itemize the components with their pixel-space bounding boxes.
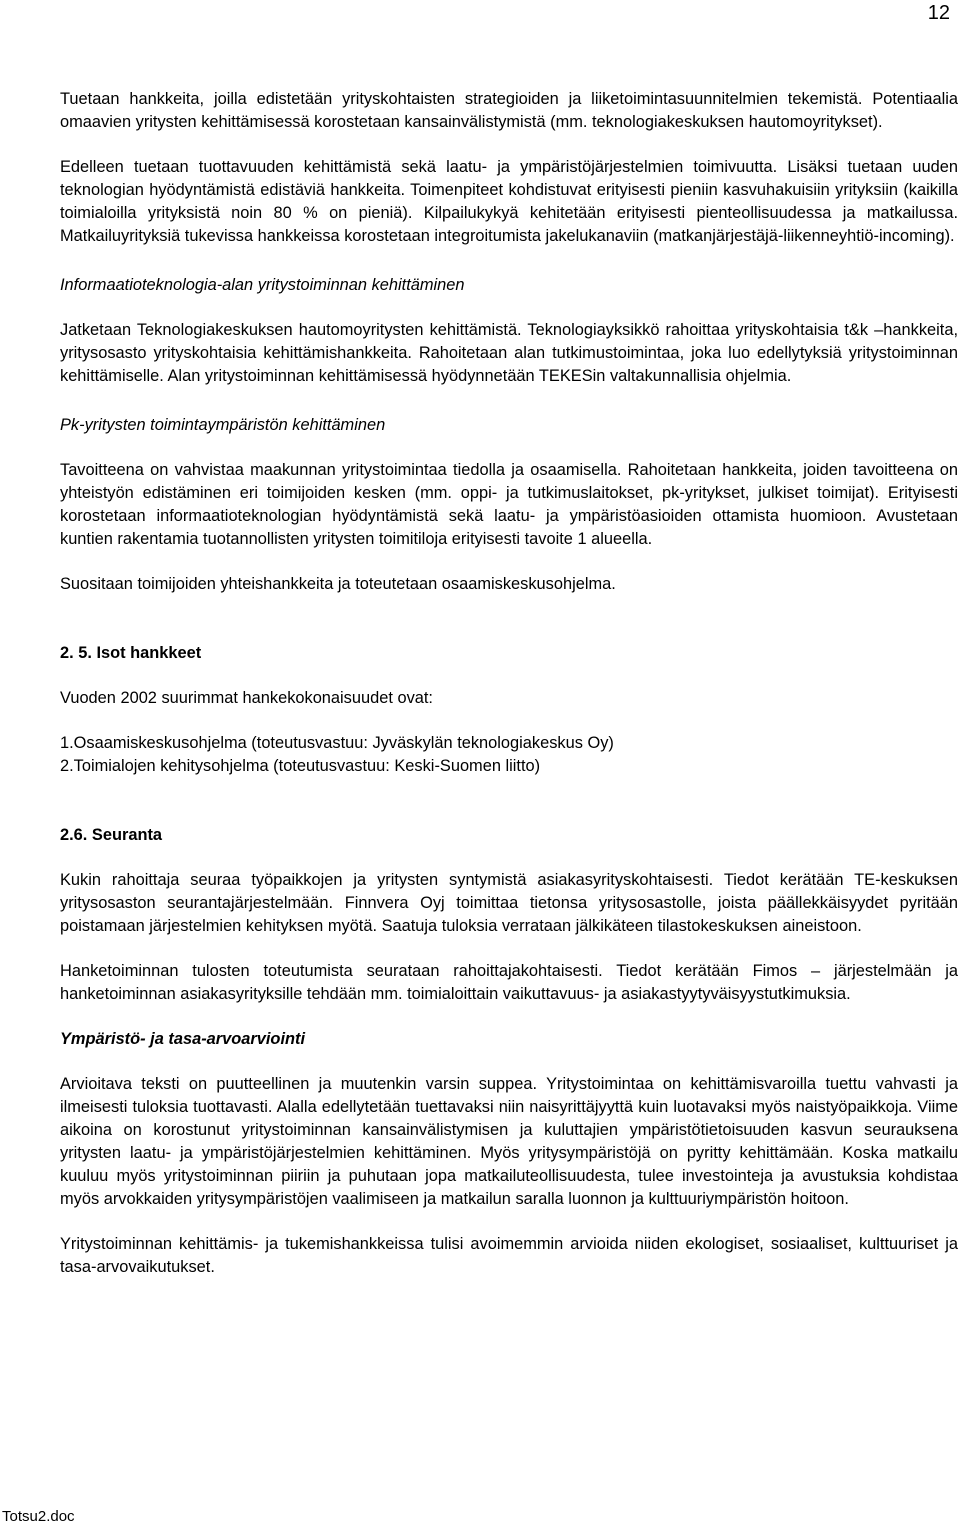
paragraph-monitoring-employers: Kukin rahoittaja seuraa työpaikkojen ja yritysten syntymistä asiakasyrityskohtaisesti. Tiedot kerätään TE-keskuksen yritysosaston seurantajärjestelmään. Finnvera Oyj toimittaa tietonsa yritysosastolle, joista päällekkäisyydet pyritään poistamaan järjestelmien kehityksen myötä. Saatuja tuloksia verrataan jälkikäteen tilastokeskuksen aineistoon. (60, 871, 958, 935)
document-body (60, 88, 958, 1279)
heading-it-development: Informaatioteknologia-alan yritystoiminnan kehittäminen (60, 276, 465, 294)
paragraph-evaluation-impacts: Yritystoiminnan kehittämis- ja tukemishankkeissa tulisi avoimemmin arvioida niiden ekologiset, sosiaaliset, kulttuuriset ja tasa-arvovaikutukset. (60, 1235, 958, 1276)
paragraph-assessment: Arvioitava teksti on puutteellinen ja muutenkin varsin suppea. Yritystoimintaa on kehittämisvaroilla tuettu vahvasti ja ilmeisesti tuloksia tuottavasti. Alalla edellytetään tuettavaksi niin naisyrittäjyyttä kuin luotavaksi myös naistyöpaikkoja. Viime aikoina on korostunut yritystoiminnan kansainvälistymisen ja kuluttajien ympäristötietoisuuden kasvun seurauksena yritysten laatu- ja ympäristöjärjestelmien kehittäminen. Myös yritysympäristöjä on pyritty kehittämään. Koska matkailu kuuluu myös yritystoiminnan piiriin ja puhutaan jopa matkailuteollisuudesta, tulee investointeja ja avustuksia kohdistaa myös arvokkaiden yritysympäristöjen vaalimiseen ja matkailun saralla luonnon ja kulttuuriympäristön hoitoon. (60, 1075, 958, 1208)
list-item: 1.Osaamiskeskusohjelma (toteutusvastuu: Jyväskylän teknologiakeskus Oy) (60, 734, 614, 752)
heading-monitoring: 2.6. Seuranta (60, 826, 163, 844)
heading-sme-environment: Pk-yritysten toimintaympäristön kehittäminen (60, 416, 386, 434)
page-number: 12 (927, 2, 950, 24)
paragraph-strategies: Tuetaan hankkeita, joilla edistetään yrityskohtaisten strategioiden ja liiketoimintasuunnitelmien tekemistä. Potentiaalia omaavien yritysten kehittämisessä korostetaan kansainvälistymistä (mm. teknologiakeskuksen hautomoyritykset). (60, 90, 958, 131)
major-projects-list (60, 732, 958, 778)
heading-environment-equality: Ympäristö- ja tasa-arvoarviointi (60, 1030, 306, 1048)
list-item: 2.Toimialojen kehitysohjelma (toteutusvastuu: Keski-Suomen liitto) (60, 757, 541, 775)
paragraph-technology-centre: Jatketaan Teknologiakeskuksen hautomoyritysten kehittämistä. Teknologiayksikkö rahoittaa yrityskohtaisia t&k –hankkeita, yritysosasto yrityskohtaisia kehittämishankkeita. Rahoitetaan alan tutkimustoimintaa, joka luo edellytyksiä yritystoiminnan kehittämiselle. Alan yritystoiminnan kehittämisessä hyödynnetään TEKESin valtakunnallisia ohjelmia. (60, 321, 958, 385)
paragraph-sme-goals: Tavoitteena on vahvistaa maakunnan yritystoimintaa tiedolla ja osaamisella. Rahoitetaan hankkeita, joiden tavoitteena on yhteistyön edistäminen eri toimijoiden kesken (mm. oppi- ja tutkimuslaitokset, pk-yritykset, julkiset toimijat). Erityisesti korostetaan informaatioteknologian hyödyntämistä sekä laatu- ja ympäristöasioiden ottamista huomioon. Avustetaan kuntien rakentamia tuotannollisten yritysten toimitiloja erityisesti tavoite 1 alueella. (60, 461, 958, 548)
paragraph-productivity: Edelleen tuetaan tuottavuuden kehittämistä sekä laatu- ja ympäristöjärjestelmien toimivuutta. Lisäksi tuetaan uuden teknologian hyödyntämistä edistäviä hankkeita. Toimenpiteet kohdistuvat erityisesti pieniin kasvuhakuisiin yrityksiin (kaikilla toimialoilla yrityksistä noin 80 % on pieniä). Kilpailukykyä kehitetään erityisesti pienteollisuudessa ja matkailussa. Matkailuyrityksiä tukevissa hankkeissa korostetaan integroitumista jakelukanaviin (matkanjärjestäjä-liikenneyhtiö-incoming). (60, 158, 958, 245)
footer-filename: Totsu2.doc (2, 1508, 75, 1525)
paragraph-monitoring-results: Hanketoiminnan tulosten toteutumista seurataan rahoittajakohtaisesti. Tiedot kerätään Fimos – järjestelmään ja hanketoiminnan asiakasyrityksille tehdään mm. toimialoittain vaikuttavuus- ja asiakastyytyväisyystutkimuksia. (60, 962, 958, 1003)
paragraph-joint-projects: Suositaan toimijoiden yhteishankkeita ja toteutetaan osaamiskeskusohjelma. (60, 575, 616, 593)
heading-major-projects: 2. 5. Isot hankkeet (60, 644, 202, 662)
paragraph-major-projects-intro: Vuoden 2002 suurimmat hankekokonaisuudet ovat: (60, 689, 433, 707)
